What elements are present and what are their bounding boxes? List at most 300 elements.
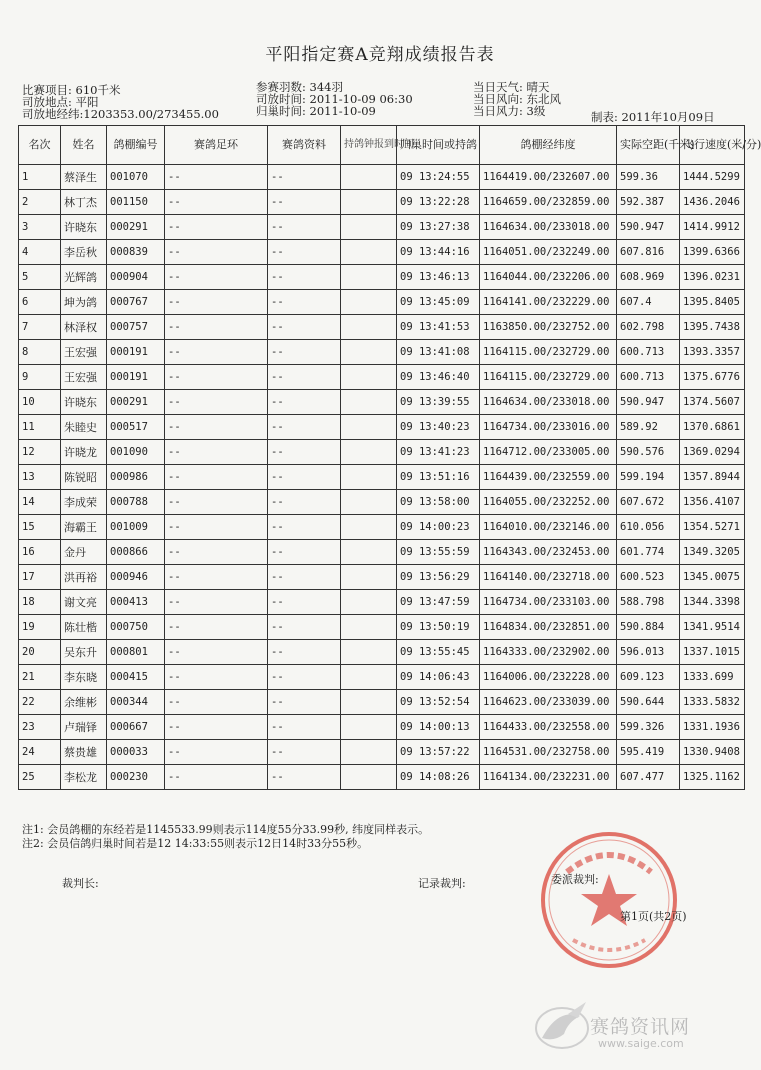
row-speed: 1354.5271 [680, 515, 745, 540]
row-speed: 1357.8944 [680, 465, 745, 490]
row-rank: 6 [19, 290, 61, 315]
row-ring: -- [165, 515, 268, 540]
row-rank: 4 [19, 240, 61, 265]
row-ring: -- [165, 690, 268, 715]
row-clock [341, 615, 397, 640]
release-time: 司放时间: 2011-10-09 06:30 [256, 92, 413, 106]
row-ring: -- [165, 590, 268, 615]
note-1: 注1: 会员鸽棚的东经若是1145533.99则表示114度55分33.99秒, 纬度同样表示。 [22, 823, 430, 836]
row-speed: 1395.7438 [680, 315, 745, 340]
table-row [19, 740, 745, 765]
row-info: -- [268, 265, 341, 290]
row-info: -- [268, 690, 341, 715]
row-coords: 1164343.00/232453.00 [480, 540, 617, 565]
row-name: 李成荣 [61, 490, 107, 515]
row-return-time: 09 13:41:53 [397, 315, 480, 340]
row-clock [341, 390, 397, 415]
row-return-time: 09 13:57:22 [397, 740, 480, 765]
row-speed: 1399.6366 [680, 240, 745, 265]
row-return-time: 09 13:55:59 [397, 540, 480, 565]
wind-force: 当日风力: 3级 [473, 104, 546, 118]
row-return-time: 09 13:44:16 [397, 240, 480, 265]
row-loft-no: 000517 [107, 415, 165, 440]
table-row [19, 240, 745, 265]
row-ring: -- [165, 465, 268, 490]
row-coords: 1164734.00/233103.00 [480, 590, 617, 615]
table-row [19, 515, 745, 540]
row-name: 谢文亮 [61, 590, 107, 615]
row-name: 林泽权 [61, 315, 107, 340]
row-coords: 1164010.00/232146.00 [480, 515, 617, 540]
row-rank: 25 [19, 765, 61, 790]
row-loft-no: 000667 [107, 715, 165, 740]
row-clock [341, 640, 397, 665]
row-info: -- [268, 640, 341, 665]
row-rank: 1 [19, 165, 61, 190]
row-distance: 600.713 [617, 340, 680, 365]
table-row [19, 590, 745, 615]
results-table [18, 125, 761, 790]
row-clock [341, 715, 397, 740]
table-row [19, 665, 745, 690]
meta-left [22, 84, 219, 120]
row-rank: 21 [19, 665, 61, 690]
row-coords: 1164115.00/232729.00 [480, 340, 617, 365]
meta-right [473, 81, 561, 117]
table-row [19, 290, 745, 315]
col-coords: 鸽棚经纬度 [480, 126, 617, 165]
row-clock [341, 540, 397, 565]
row-loft-no: 001090 [107, 440, 165, 465]
row-coords: 1164115.00/232729.00 [480, 365, 617, 390]
row-rank: 13 [19, 465, 61, 490]
row-rank: 16 [19, 540, 61, 565]
table-row [19, 415, 745, 440]
row-distance: 596.013 [617, 640, 680, 665]
table-row [19, 165, 745, 190]
row-info: -- [268, 315, 341, 340]
row-ring: -- [165, 240, 268, 265]
table-row [19, 365, 745, 390]
row-rank: 5 [19, 265, 61, 290]
row-rank: 23 [19, 715, 61, 740]
row-return-time: 09 13:46:13 [397, 265, 480, 290]
row-distance: 607.477 [617, 765, 680, 790]
row-name: 海霸王 [61, 515, 107, 540]
row-info: -- [268, 565, 341, 590]
table-row [19, 265, 745, 290]
table-row [19, 190, 745, 215]
col-distance: 实际空距(千米) [617, 126, 680, 165]
row-distance: 610.056 [617, 515, 680, 540]
row-return-time: 09 13:56:29 [397, 565, 480, 590]
row-clock [341, 340, 397, 365]
row-name: 李岳秋 [61, 240, 107, 265]
row-speed: 1436.2046 [680, 190, 745, 215]
weather: 当日天气: 晴天 [473, 80, 550, 94]
col-ring: 赛鸽足环 [165, 126, 268, 165]
row-rank: 22 [19, 690, 61, 715]
row-clock [341, 265, 397, 290]
row-distance: 599.36 [617, 165, 680, 190]
row-coords: 1164712.00/233005.00 [480, 440, 617, 465]
page-number: 第1页(共2页) [620, 910, 687, 923]
row-loft-no: 000291 [107, 390, 165, 415]
row-loft-no: 000033 [107, 740, 165, 765]
row-distance: 607.816 [617, 240, 680, 265]
row-speed: 1444.5299 [680, 165, 745, 190]
row-info: -- [268, 665, 341, 690]
row-name: 蔡贵雄 [61, 740, 107, 765]
bird-count: 参赛羽数: 344羽 [256, 80, 343, 94]
row-coords: 1164044.00/232206.00 [480, 265, 617, 290]
table-row [19, 640, 745, 665]
row-loft-no: 000230 [107, 765, 165, 790]
row-loft-no: 000839 [107, 240, 165, 265]
row-loft-no: 000750 [107, 615, 165, 640]
row-speed: 1375.6776 [680, 365, 745, 390]
row-ring: -- [165, 740, 268, 765]
row-distance: 609.123 [617, 665, 680, 690]
row-clock [341, 465, 397, 490]
row-loft-no: 000986 [107, 465, 165, 490]
row-coords: 1164531.00/232758.00 [480, 740, 617, 765]
row-speed: 1393.3357 [680, 340, 745, 365]
row-info: -- [268, 365, 341, 390]
row-distance: 590.644 [617, 690, 680, 715]
row-return-time: 09 14:00:13 [397, 715, 480, 740]
row-clock [341, 690, 397, 715]
made-date: 制表: 2011年10月09日 [591, 110, 715, 124]
table-row [19, 765, 745, 790]
row-info: -- [268, 240, 341, 265]
row-rank: 7 [19, 315, 61, 340]
row-rank: 17 [19, 565, 61, 590]
row-rank: 19 [19, 615, 61, 640]
row-return-time: 09 13:27:38 [397, 215, 480, 240]
row-ring: -- [165, 265, 268, 290]
row-coords: 1164734.00/233016.00 [480, 415, 617, 440]
row-clock [341, 740, 397, 765]
row-ring: -- [165, 340, 268, 365]
document-title: 平阳指定赛A竞翔成绩报告表 [265, 45, 495, 65]
row-name: 许晓龙 [61, 440, 107, 465]
row-clock [341, 565, 397, 590]
row-distance: 589.92 [617, 415, 680, 440]
row-info: -- [268, 740, 341, 765]
table-row [19, 315, 745, 340]
watermark-site-name: 赛鸽资讯网 [590, 1016, 691, 1038]
row-info: -- [268, 515, 341, 540]
row-coords: 1164623.00/233039.00 [480, 690, 617, 715]
row-clock [341, 765, 397, 790]
row-speed: 1369.0294 [680, 440, 745, 465]
row-info: -- [268, 465, 341, 490]
row-loft-no: 000904 [107, 265, 165, 290]
row-ring: -- [165, 565, 268, 590]
row-info: -- [268, 165, 341, 190]
row-speed: 1337.1015 [680, 640, 745, 665]
row-rank: 10 [19, 390, 61, 415]
row-loft-no: 000767 [107, 290, 165, 315]
row-ring: -- [165, 715, 268, 740]
row-coords: 1164634.00/233018.00 [480, 215, 617, 240]
row-rank: 9 [19, 365, 61, 390]
row-ring: -- [165, 440, 268, 465]
row-loft-no: 000191 [107, 365, 165, 390]
row-ring: -- [165, 215, 268, 240]
row-rank: 15 [19, 515, 61, 540]
row-return-time: 09 14:06:43 [397, 665, 480, 690]
row-name: 李东晓 [61, 665, 107, 690]
row-name: 蔡泽生 [61, 165, 107, 190]
row-return-time: 09 13:24:55 [397, 165, 480, 190]
table-row [19, 715, 745, 740]
table-row [19, 465, 745, 490]
row-loft-no: 000801 [107, 640, 165, 665]
row-speed: 1374.5607 [680, 390, 745, 415]
col-rank: 名次 [19, 126, 61, 165]
row-coords: 1164140.00/232718.00 [480, 565, 617, 590]
row-ring: -- [165, 665, 268, 690]
row-distance: 602.798 [617, 315, 680, 340]
row-clock [341, 165, 397, 190]
assigned-referee-label: 委派裁判: [551, 873, 599, 886]
row-distance: 590.947 [617, 215, 680, 240]
row-loft-no: 001009 [107, 515, 165, 540]
row-ring: -- [165, 490, 268, 515]
row-return-time: 09 13:51:16 [397, 465, 480, 490]
row-return-time: 09 13:47:59 [397, 590, 480, 615]
row-distance: 599.326 [617, 715, 680, 740]
row-info: -- [268, 440, 341, 465]
row-ring: -- [165, 615, 268, 640]
referee-chief-label: 裁判长: [62, 877, 99, 890]
table-row [19, 490, 745, 515]
row-name: 李松龙 [61, 765, 107, 790]
col-return: 归巢时间或持鸽 [397, 126, 480, 165]
row-clock [341, 490, 397, 515]
row-coords: 1164634.00/233018.00 [480, 390, 617, 415]
row-coords: 1164055.00/232252.00 [480, 490, 617, 515]
row-name: 许晓东 [61, 215, 107, 240]
row-clock [341, 240, 397, 265]
row-name: 林丁杰 [61, 190, 107, 215]
row-name: 王宏强 [61, 365, 107, 390]
row-coords: 1164439.00/232559.00 [480, 465, 617, 490]
row-speed: 1333.699 [680, 665, 745, 690]
race-item: 比赛项目: 610千米 [22, 83, 121, 97]
row-speed: 1414.9912 [680, 215, 745, 240]
row-name: 许晓东 [61, 390, 107, 415]
row-loft-no: 000866 [107, 540, 165, 565]
row-info: -- [268, 215, 341, 240]
row-info: -- [268, 540, 341, 565]
table-row [19, 390, 745, 415]
row-speed: 1325.1162 [680, 765, 745, 790]
row-name: 坤为鸽 [61, 290, 107, 315]
row-coords: 1164659.00/232859.00 [480, 190, 617, 215]
table-row [19, 615, 745, 640]
row-clock [341, 365, 397, 390]
row-distance: 599.194 [617, 465, 680, 490]
row-return-time: 09 13:45:09 [397, 290, 480, 315]
row-distance: 592.387 [617, 190, 680, 215]
row-rank: 8 [19, 340, 61, 365]
row-info: -- [268, 190, 341, 215]
row-loft-no: 000191 [107, 340, 165, 365]
row-clock [341, 665, 397, 690]
row-return-time: 09 14:08:26 [397, 765, 480, 790]
row-coords: 1164051.00/232249.00 [480, 240, 617, 265]
row-info: -- [268, 490, 341, 515]
row-loft-no: 000413 [107, 590, 165, 615]
row-speed: 1344.3398 [680, 590, 745, 615]
row-distance: 607.4 [617, 290, 680, 315]
row-ring: -- [165, 290, 268, 315]
row-return-time: 09 13:41:08 [397, 340, 480, 365]
row-ring: -- [165, 365, 268, 390]
row-coords: 1163850.00/232752.00 [480, 315, 617, 340]
row-rank: 3 [19, 215, 61, 240]
row-name: 卢瑞铎 [61, 715, 107, 740]
row-distance: 595.419 [617, 740, 680, 765]
row-clock [341, 515, 397, 540]
official-seal-stamp [537, 828, 681, 972]
row-loft-no: 000788 [107, 490, 165, 515]
row-ring: -- [165, 540, 268, 565]
row-name: 金丹 [61, 540, 107, 565]
row-speed: 1341.9514 [680, 615, 745, 640]
row-rank: 14 [19, 490, 61, 515]
row-return-time: 09 13:22:28 [397, 190, 480, 215]
row-return-time: 09 13:52:54 [397, 690, 480, 715]
row-clock [341, 415, 397, 440]
row-return-time: 09 13:46:40 [397, 365, 480, 390]
table-row [19, 690, 745, 715]
row-coords: 1164006.00/232228.00 [480, 665, 617, 690]
row-clock [341, 215, 397, 240]
row-speed: 1330.9408 [680, 740, 745, 765]
row-name: 陈壮楷 [61, 615, 107, 640]
row-speed: 1370.6861 [680, 415, 745, 440]
row-ring: -- [165, 640, 268, 665]
row-info: -- [268, 290, 341, 315]
table-row [19, 540, 745, 565]
row-coords: 1164419.00/232607.00 [480, 165, 617, 190]
recording-referee-label: 记录裁判: [418, 877, 466, 890]
col-name: 姓名 [61, 126, 107, 165]
row-name: 吴东升 [61, 640, 107, 665]
row-name: 陈锐昭 [61, 465, 107, 490]
notes [22, 823, 429, 851]
row-coords: 1164333.00/232902.00 [480, 640, 617, 665]
row-distance: 590.884 [617, 615, 680, 640]
table-row [19, 215, 745, 240]
col-loft-no: 鸽棚编号 [107, 126, 165, 165]
row-distance: 590.576 [617, 440, 680, 465]
table-row [19, 340, 745, 365]
row-speed: 1345.0075 [680, 565, 745, 590]
row-return-time: 09 13:40:23 [397, 415, 480, 440]
row-return-time: 09 13:55:45 [397, 640, 480, 665]
row-clock [341, 190, 397, 215]
row-ring: -- [165, 165, 268, 190]
row-rank: 24 [19, 740, 61, 765]
row-loft-no: 001070 [107, 165, 165, 190]
row-info: -- [268, 715, 341, 740]
row-ring: -- [165, 190, 268, 215]
watermark-url: www.saige.com [598, 1037, 684, 1050]
row-name: 王宏强 [61, 340, 107, 365]
row-ring: -- [165, 765, 268, 790]
row-return-time: 09 13:41:23 [397, 440, 480, 465]
row-rank: 20 [19, 640, 61, 665]
row-loft-no: 000291 [107, 215, 165, 240]
row-loft-no: 001150 [107, 190, 165, 215]
row-loft-no: 000344 [107, 690, 165, 715]
row-ring: -- [165, 390, 268, 415]
col-speed: 飞行速度(米/分) [680, 126, 745, 165]
row-coords: 1164141.00/232229.00 [480, 290, 617, 315]
release-place: 司放地点: 平阳 [22, 95, 99, 109]
row-info: -- [268, 340, 341, 365]
row-distance: 608.969 [617, 265, 680, 290]
row-info: -- [268, 415, 341, 440]
row-name: 光辉鸽 [61, 265, 107, 290]
row-rank: 18 [19, 590, 61, 615]
row-distance: 607.672 [617, 490, 680, 515]
row-speed: 1396.0231 [680, 265, 745, 290]
row-distance: 601.774 [617, 540, 680, 565]
row-name: 洪再裕 [61, 565, 107, 590]
row-distance: 590.947 [617, 390, 680, 415]
row-speed: 1349.3205 [680, 540, 745, 565]
row-return-time: 09 13:39:55 [397, 390, 480, 415]
row-loft-no: 000415 [107, 665, 165, 690]
row-rank: 2 [19, 190, 61, 215]
return-time: 归巢时间: 2011-10-09 [256, 104, 376, 118]
row-speed: 1356.4107 [680, 490, 745, 515]
row-clock [341, 440, 397, 465]
row-speed: 1333.5832 [680, 690, 745, 715]
table-row [19, 440, 745, 465]
meta-mid [256, 81, 413, 117]
row-coords: 1164134.00/232231.00 [480, 765, 617, 790]
table-header-row [19, 126, 745, 165]
row-loft-no: 000757 [107, 315, 165, 340]
row-info: -- [268, 615, 341, 640]
row-name: 朱睦史 [61, 415, 107, 440]
row-distance: 600.523 [617, 565, 680, 590]
row-rank: 11 [19, 415, 61, 440]
row-return-time: 09 13:50:19 [397, 615, 480, 640]
row-clock [341, 290, 397, 315]
row-clock [341, 590, 397, 615]
note-2: 注2: 会员信鸽归巢时间若是12 14:33:55则表示12日14时33分55秒。 [22, 837, 369, 850]
row-name: 余维彬 [61, 690, 107, 715]
row-ring: -- [165, 315, 268, 340]
row-info: -- [268, 765, 341, 790]
row-coords: 1164834.00/232851.00 [480, 615, 617, 640]
table-row [19, 565, 745, 590]
row-info: -- [268, 390, 341, 415]
row-coords: 1164433.00/232558.00 [480, 715, 617, 740]
row-return-time: 09 14:00:23 [397, 515, 480, 540]
row-ring: -- [165, 415, 268, 440]
row-speed: 1331.1936 [680, 715, 745, 740]
col-clock: 持鸽钟报到时间 [341, 126, 397, 165]
